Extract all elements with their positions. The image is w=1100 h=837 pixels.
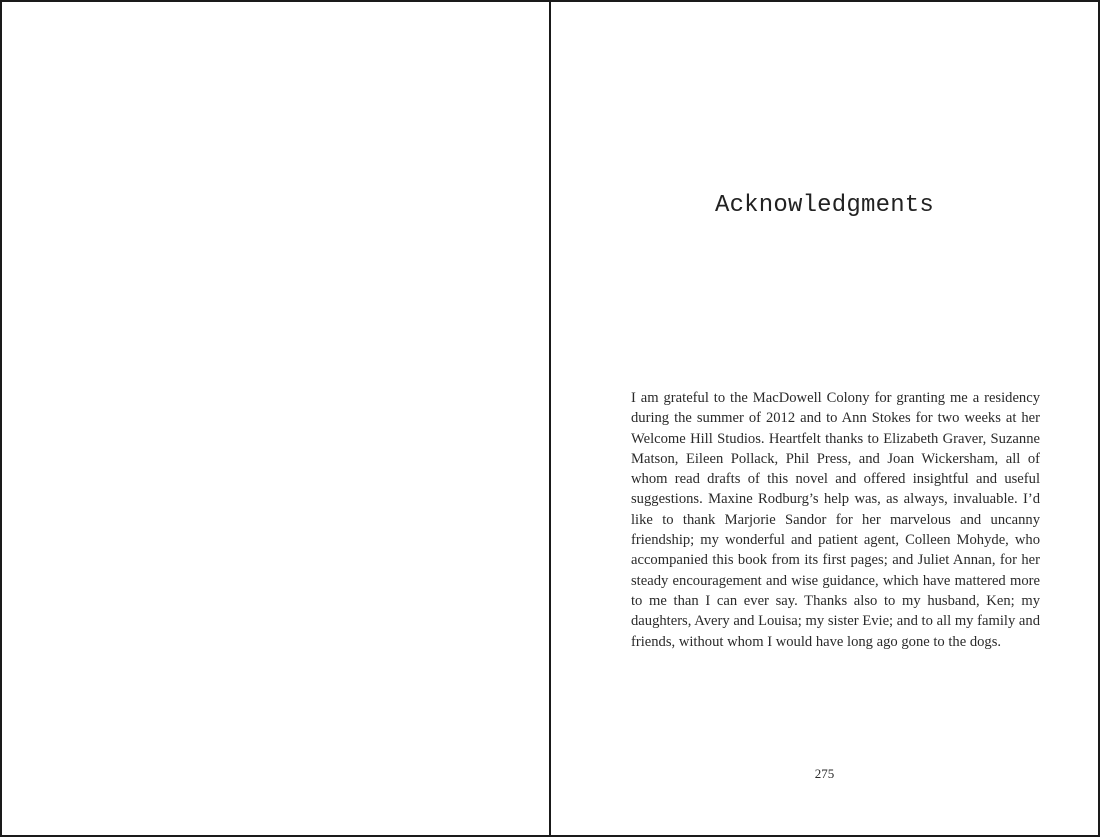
acknowledgments-paragraph: I am grateful to the MacDowell Colony for granting me a residency during the summer of 2012 and to Ann Stokes for two weeks at her Welcome Hill Studios. Heartfelt thanks to Elizabeth Graver, Suzanne Matson, Eileen Pollack, Phil Press, and Joan Wickersham, all of whom read drafts of this novel and offered insightful and useful suggestions. Maxine Rodburg’s help was, as always, invaluable. I’d like to thank Marjorie Sandor for her marvelous and uncanny friendship; my wonderful and patient agent, Colleen Mohyde, who accompanied this book from its first pages; and Juliet Annan, for her steady encouragement and wise guidance, which have mattered more to me than I can ever say. Thanks also to my husband, Ken; my daughters, Avery and Louisa; my sister Evie; and to all my family and friends, without whom I would have long ago gone to the dogs. xyxy=(631,390,1040,650)
chapter-title: Acknowledgments xyxy=(714,192,935,219)
right-page xyxy=(549,0,1100,837)
page-number: 275 xyxy=(814,766,835,781)
